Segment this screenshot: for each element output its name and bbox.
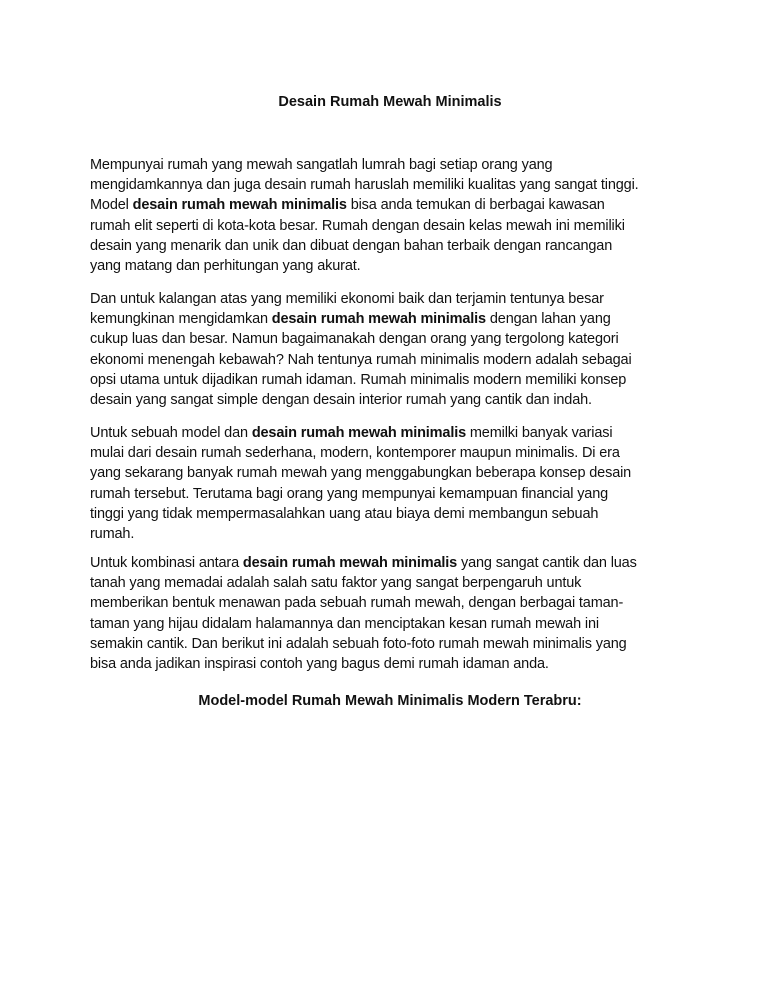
text-segment: Model [90, 197, 133, 214]
text-segment: mengidamkannya dan juga desain rumah haruslah memiliki kualitas yang sangat tinggi. [90, 177, 639, 194]
text-line [90, 524, 730, 544]
text-line [90, 370, 730, 390]
text-line [90, 195, 730, 215]
bold-keyword: desain rumah mewah minimalis [251, 425, 466, 441]
text-segment: rumah. [90, 526, 135, 543]
text-segment: Mempunyai rumah yang mewah sangatlah lumrah bagi setiap orang yang [90, 157, 553, 173]
text-segment: opsi utama untuk dijadikan rumah idaman. Rumah minimalis modern memiliki konsep [90, 371, 627, 388]
text-segment: memilki banyak variasi [466, 425, 613, 441]
text-line [90, 329, 730, 349]
text-segment: ekonomi menengah kebawah? Nah tentunya rumah minimalis modern adalah sebagai [90, 351, 632, 368]
bold-keyword: desain rumah mewah minimalis [271, 311, 486, 328]
text-line [90, 350, 730, 370]
text-segment: Untuk sebuah model dan [90, 425, 252, 441]
text-segment: rumah tersebut. Terutama bagi orang yang mempunyai kemampuan financial yang [90, 485, 609, 502]
bold-keyword: desain rumah mewah minimalis [242, 555, 458, 571]
text-segment: rumah elit seperti di kota-kota besar. Rumah dengan desain kelas mewah ini memiliki [90, 217, 625, 234]
text-line [90, 390, 730, 410]
text-line [90, 236, 730, 256]
text-line [90, 654, 730, 674]
text-line [90, 256, 730, 276]
text-line [90, 593, 730, 613]
text-line [90, 614, 730, 634]
text-line [90, 504, 730, 524]
paragraph-3 [90, 423, 730, 544]
text-line [90, 443, 730, 463]
text-segment: tanah yang memadai adalah salah satu faktor yang sangat berpengaruh untuk [90, 575, 582, 592]
text-segment: mulai dari desain rumah sederhana, modern, kontemporer maupun minimalis. Di era [90, 445, 620, 462]
text-line [90, 573, 730, 593]
text-line [90, 634, 730, 654]
text-segment: Dan untuk kalangan atas yang memiliki ekonomi baik dan terjamin tentunya besar [90, 291, 604, 307]
text-line [90, 216, 730, 236]
text-line [90, 155, 730, 175]
text-segment: desain yang menarik dan unik dan dibuat dengan bahan terbaik dengan rancangan [90, 237, 613, 254]
text-segment: kemungkinan mengidamkan [90, 311, 272, 328]
text-segment: tinggi yang tidak mempermasalahkan uang atau biaya demi membangun sebuah [90, 505, 599, 522]
document-title: Desain Rumah Mewah Minimalis [278, 94, 502, 110]
text-line [90, 423, 730, 443]
text-segment: semakin cantik. Dan berikut ini adalah sebuah foto-foto rumah mewah minimalis yang [90, 635, 627, 652]
text-segment: memberikan bentuk menawan pada sebuah rumah mewah, dengan berbagai taman- [90, 595, 624, 612]
paragraph-2 [90, 289, 730, 410]
section-heading: Model-model Rumah Mewah Minimalis Modern Terabru: [198, 693, 582, 709]
text-segment: yang sangat cantik dan luas [457, 555, 637, 571]
text-segment: bisa anda temukan di berbagai kawasan [346, 197, 605, 214]
text-segment: cukup luas dan besar. Namun bagaimanakah dengan orang yang tergolong kategori [90, 331, 619, 348]
text-line [90, 309, 730, 329]
text-line [90, 175, 730, 195]
text-line [90, 289, 730, 309]
text-line [90, 553, 730, 573]
text-segment: Untuk kombinasi antara [90, 555, 243, 571]
bold-keyword: desain rumah mewah minimalis [132, 197, 347, 214]
text-segment: yang sekarang banyak rumah mewah yang menggabungkan beberapa konsep desain [90, 465, 632, 482]
text-line [90, 463, 730, 483]
text-segment: yang matang dan perhitungan yang akurat. [90, 258, 361, 275]
text-segment: bisa anda jadikan inspirasi contoh yang bagus demi rumah idaman anda. [90, 656, 549, 673]
text-line [90, 484, 730, 504]
paragraph-4 [90, 553, 730, 674]
text-segment: taman yang hijau didalam halamannya dan menciptakan kesan rumah mewah ini [90, 615, 599, 632]
paragraph-1 [90, 155, 730, 276]
text-segment: desain yang sangat simple dengan desain interior rumah yang cantik dan indah. [90, 392, 592, 409]
text-segment: dengan lahan yang [485, 311, 611, 328]
